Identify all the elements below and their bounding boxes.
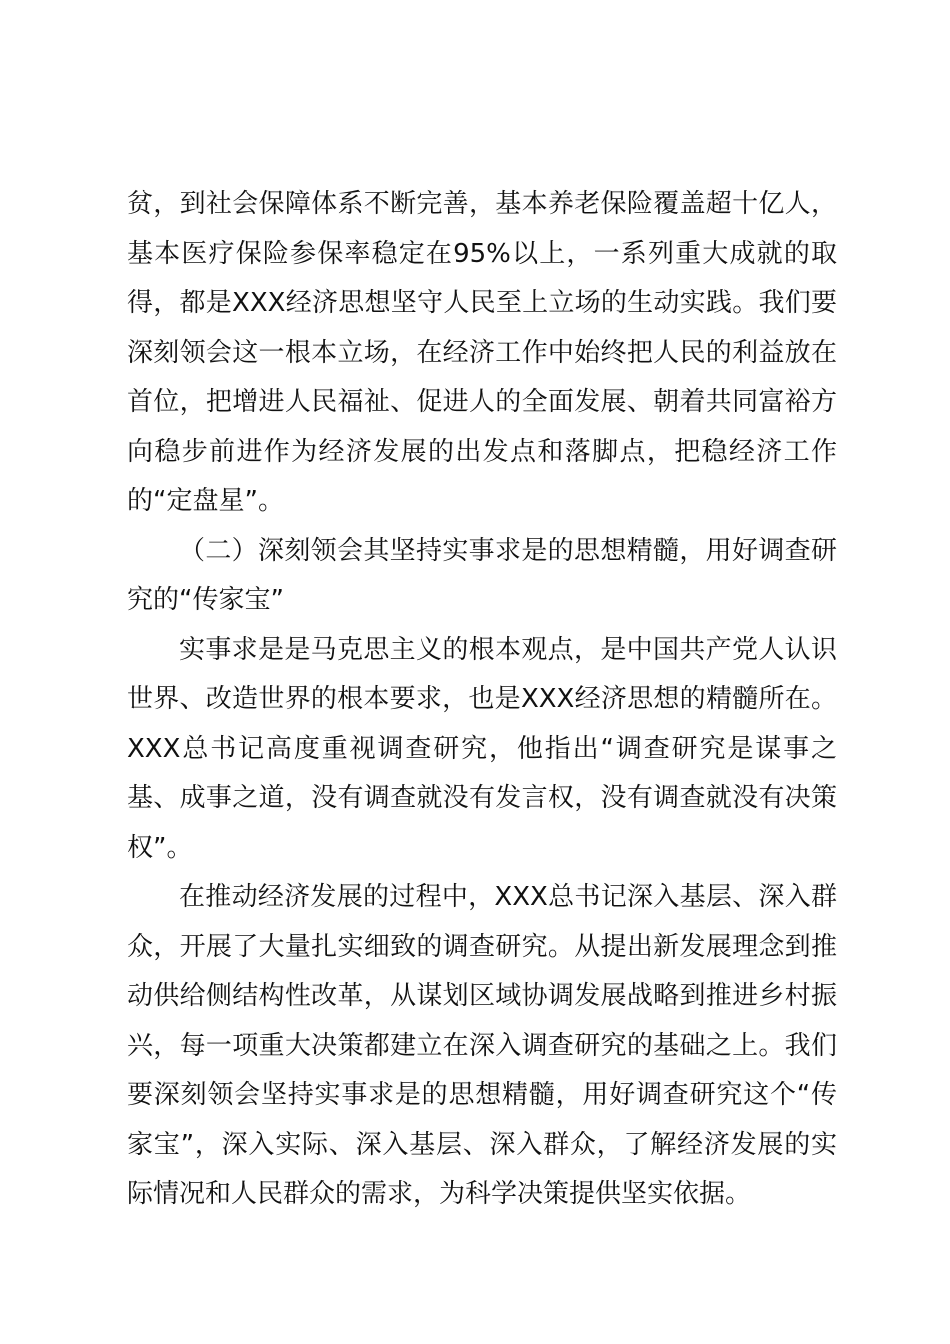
paragraph-body: 实事求是是马克思主义的根本观点，是中国共产党人认识世界、改造世界的根本要求，也是XXX经济思想的精髓所在。XXX总书记高度重视调查研究，他指出“调查研究是谋事之基、成事之道，没有调查就没有发言权，没有调查就没有决策权”。 — [127, 634, 837, 863]
paragraph-body: 在推动经济发展的过程中，XXX总书记深入基层、深入群众，开展了大量扎实细致的调查研究。从提出新发展理念到推动供给侧结构性改革，从谋划区域协调发展战略到推进乡村振兴，每一项重大决策都建立在深入调查研究的基础之上。我们要深刻领会坚持实事求是的思想精髓，用好调查研究这个“传家宝”，深入实际、深入基层、深入群众，了解经济发展的实际情况和人民群众的需求，为科学决策提供坚实依据。 — [127, 882, 837, 1209]
document-body — [127, 180, 837, 1220]
section-heading: （二）深刻领会其坚持实事求是的思想精髓，用好调查研究的“传家宝” — [127, 535, 837, 615]
paragraph-continuation: 贫，到社会保障体系不断完善，基本养老保险覆盖超十亿人，基本医疗保险参保率稳定在95%以上，一系列重大成就的取得，都是XXX经济思想坚守人民至上立场的生动实践。我们要深刻领会这一根本立场，在经济工作中始终把人民的利益放在首位，把增进人民福祉、促进人的全面发展、朝着共同富裕方向稳步前进作为经济发展的出发点和落脚点，把稳经济工作的“定盘星”。 — [127, 189, 837, 516]
